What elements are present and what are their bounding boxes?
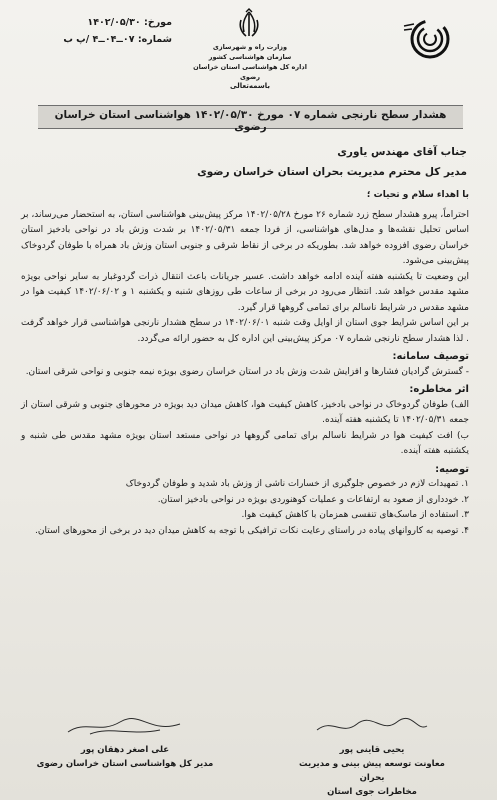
signature-right-scribble <box>312 716 432 738</box>
advice-item: ۲. خودداری از صعود به ارتفاعات و عملیات کوهنوردی بویژه در نواحی بادخیز استان. <box>157 494 469 505</box>
letter-body <box>21 188 469 539</box>
ministry-block <box>190 42 310 82</box>
iran-emblem-icon <box>232 8 266 42</box>
signature-left <box>30 716 220 771</box>
advice-heading: توصیه: <box>435 463 469 475</box>
signer-left-title-1: مدیر کل هواشناسی استان خراسان رضوی <box>36 759 214 769</box>
title-bar <box>38 105 463 133</box>
advice-item: ۱. تمهیدات لازم در خصوص جلوگیری از خسارات ناشی از وزش باد شدید و طوفان گردوخاک <box>125 479 469 489</box>
recipient-position: مدیر کل محترم مدیریت بحران استان خراسان رضوی <box>197 166 467 178</box>
signature-left-scribble <box>60 716 190 738</box>
letter-date: مورخ: ۱۴۰۲/۰۵/۳۰ <box>87 17 172 28</box>
description-heading: توصیف سامانه: <box>392 351 469 362</box>
signer-left-name: علی اصغر دهقان پور <box>80 745 170 755</box>
address-block <box>27 142 467 182</box>
ministry-line-1: وزارت راه و شهرسازی <box>212 43 288 51</box>
impacts-list <box>21 398 469 460</box>
impacts-heading: اثر مخاطره: <box>409 384 469 395</box>
recipient: جناب آقای مهندس یاوری <box>337 146 467 158</box>
besm-text: باسمه‌تعالی <box>230 82 270 90</box>
impact-item: الف) طوفان گردوخاک در نواحی بادخیز، کاهش کیفیت هوا، کاهش میدان دید بویژه در محورهای جنوبی و شرقی استان از جمعه ۱۴۰۲/۰۵/۳۱ تا یکشنبه هفته آینده. <box>21 399 469 425</box>
signature-right <box>287 716 457 799</box>
letter-meta <box>22 14 172 48</box>
advice-item: ۳. استفاده از ماسک‌های تنفسی همزمان با کاهش کیفیت هوا. <box>241 510 469 520</box>
description-text: - گسترش گرادیان فشارها و افزایش شدت وزش باد در استان خراسان رضوی بویژه نیمه جنوبی و نواحی شرقی استان. <box>25 366 469 377</box>
ministry-line-3: اداره کل هواشناسی استان خراسان رضوی <box>193 63 307 81</box>
advice-list <box>21 477 469 539</box>
letter-number: شماره: ۰۷ــ۰۴ــ۴ /پ ب <box>63 34 172 45</box>
signer-right-title-1: معاونت توسعه پیش بینی و مدیریت بحران <box>299 759 445 783</box>
impact-item: ب) افت کیفیت هوا در شرایط ناسالم برای تمامی گروهها در نواحی مستعد استان بویژه مشهد مقدس طی شنبه و یکشنبه هفته آینده. <box>21 430 469 456</box>
body-paragraph-3: بر این اساس شرایط جوی استان از اوایل وقت شنبه ۱۴۰۲/۰۶/۰۱ در سطح هشدار نارنجی هواشناسی قرار خواهد گرفت . لذا هشدار سطح نارنجی شماره ۰۷ مرکز پیش‌بینی این اداره کل به حضور ارائه می‌گردد. <box>21 318 469 344</box>
body-paragraph-2: این وضعیت تا یکشنبه هفته آینده ادامه خواهد داشت. عسیر جریانات باعث انتقال ذرات گردوغبار به سایر نواحی بویژه مشهد مقدس خواهد شد. انتظار می‌رود در برخی از ساعات طی روزهای شنبه و یکشنبه ۱ و ۱۴۰۲/۰۶/۰۲ کیفیت هوا در مشهد مقدس در شرایط ناسالم برای تمامی گروهها قرار گیرد. <box>21 271 469 313</box>
signer-right-title-2: مخاطرات جوی استان <box>327 787 417 797</box>
advice-item: ۴. توصیه به کاروانهای پیاده در راستای رعایت نکات ترافیکی با توجه به کاهش میدان دید در برخی از محورهای استان. <box>35 525 469 536</box>
meteorology-logo-icon <box>400 16 460 62</box>
body-paragraph-1: احتراماً، پیرو هشدار سطح زرد شماره ۲۶ مورخ ۱۴۰۲/۰۵/۲۸ مرکز پیش‌بینی هواشناسی استان، به استحضار می‌رساند، بر اساس تحلیل نقشه‌ها و مدل‌های هواشناسی، از فردا جمعه ۱۴۰۲/۰۵/۳۱ بر شدت وزش باد در نواحی بادخیز استان خراسان رضوی افزوده خواهد شد. بطوریکه در برخی از نقاط شرقی و جنوبی استان وزش باد همراه با طوفان گردوخاک پیش‌بینی می‌شود. <box>21 209 469 266</box>
document-title: هشدار سطح نارنجی شماره ۰۷ مورخ ۱۴۰۲/۰۵/۳۰ هواشناسی استان خراسان رضوی <box>54 109 447 133</box>
signer-right-name: یحیی قاینی پور <box>339 745 405 755</box>
greeting: با اهداء سلام و تحیات ؛ <box>366 190 469 200</box>
ministry-line-2: سازمان هواشناسی کشور <box>208 53 292 61</box>
